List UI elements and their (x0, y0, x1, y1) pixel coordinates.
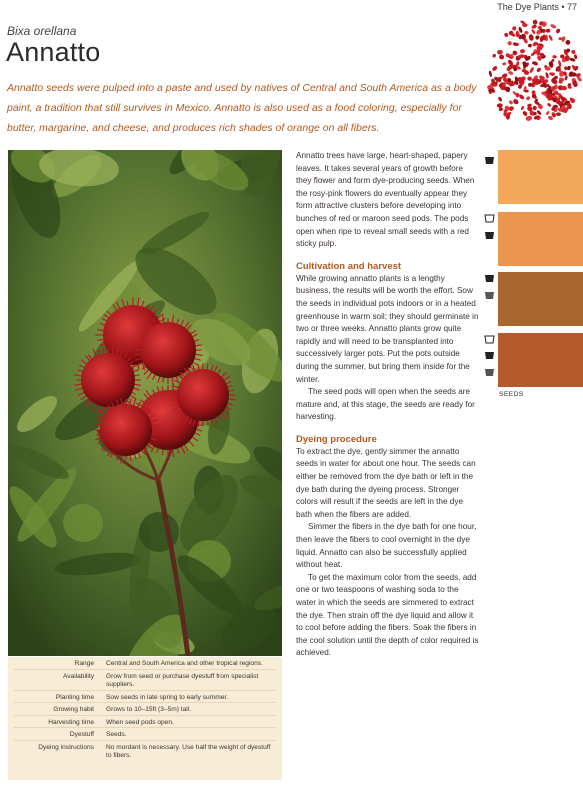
info-divider (14, 715, 276, 716)
info-divider (14, 669, 276, 670)
intro-paragraph: Annatto seeds were pulped into a paste and used by natives of Central and South America as a body paint, a tradition that still survives in Mexico. Annatto is also used as a food coloring, especially for butter, margarine, and cheese, and produces rich shades of orange on all fibers. (7, 82, 477, 134)
info-label: Availability (62, 672, 94, 680)
info-label: Dyestuff (69, 731, 94, 738)
info-row (8, 660, 282, 669)
info-value: When seed pods open. (106, 718, 174, 726)
annatto-plant-photo (8, 150, 282, 656)
dye-pot-icon (484, 368, 495, 377)
info-divider (14, 702, 276, 703)
dye-pot-icon (484, 274, 495, 283)
dyeing-heading: Dyeing procedure (296, 433, 377, 445)
dye-pot-icon (484, 214, 495, 223)
color-swatch (498, 212, 583, 266)
info-value: Sow seeds in late spring to early summer. (106, 693, 229, 701)
dye-pot-icon (484, 291, 495, 300)
info-label: Harvesting time (48, 718, 94, 726)
info-value: Grow from seed or purchase dyestuff from specialist suppliers. (106, 672, 259, 688)
plant-info-table (8, 657, 282, 780)
info-label: Growing habit (53, 706, 94, 713)
info-row (8, 731, 282, 740)
cultivation-paragraph: The seed pods will open when the seeds are mature and, at this stage, the seeds are ready for harvesting. (296, 387, 475, 422)
info-label: Range (74, 660, 94, 667)
dyeing-paragraph: To extract the dye, gently simmer the annatto seeds in water for about one hour. The seeds can either be removed from the dye bath or left in the dye bath during the dyeing process. Stronger colors will result if the seeds are left in the dye bath when the fibers are added. (296, 446, 476, 519)
info-label: Planting time (55, 693, 94, 701)
dye-pot-icon (484, 351, 495, 360)
info-row (8, 694, 282, 703)
info-divider (14, 727, 276, 728)
info-row (8, 673, 282, 690)
annatto-seeds-photo (484, 16, 583, 144)
cultivation-paragraph: While growing annatto plants is a lengthy business, the results will be worth the effort. Sow the seeds in individual pots indoors or in a heated greenhouse in warm soil; they should germinate in two or three weeks. Annatto plants grow quite rapidly and will need to be transplanted into successively larger pots. Put the pots outside during the summer, but bring them inside for the winter. (296, 273, 479, 384)
cultivation-heading: Cultivation and harvest (296, 260, 402, 272)
info-value: No mordant is necessary. Use half the weight of dyestuff to fibers. (106, 743, 271, 759)
info-row (8, 706, 282, 715)
body-text (296, 150, 480, 660)
info-row (8, 719, 282, 728)
info-row (8, 744, 282, 761)
dye-pot-icon (484, 231, 495, 240)
page-title: Annatto (6, 37, 101, 67)
color-swatch (498, 272, 583, 326)
description-paragraph: Annatto trees have large, heart-shaped, papery leaves. It takes several years of growth before they flower and form dye-producing seeds. When the rosy-pink flowers do eventually appear they form attractive clusters before developing into bunches of red or maroon seed pods. The pods open when ripe to reveal small seeds with a red sticky pulp. (296, 151, 475, 249)
dye-pot-icon (484, 156, 495, 165)
swatch-label: SEEDS (499, 391, 524, 398)
running-head: The Dye Plants • 77 (497, 2, 577, 12)
info-value: Central and South America and other tropical regions. (106, 660, 263, 667)
info-divider (14, 740, 276, 741)
dye-pot-icon (484, 335, 495, 344)
info-divider (14, 690, 276, 691)
dyeing-paragraph: Simmer the fibers in the dye bath for one hour, then leave the fibers to cool overnight in the dye liquid. Annatto can also be successfully applied without heat. (296, 522, 477, 570)
info-label: Dyeing instructions (38, 743, 94, 751)
color-swatch (498, 333, 583, 387)
latin-name: Bixa orellana (7, 24, 77, 38)
color-swatch (498, 150, 583, 204)
info-value: Seeds. (106, 731, 127, 738)
info-value: Grows to 10–15ft (3–5m) tall. (106, 706, 192, 713)
dyeing-paragraph: To get the maximum color from the seeds, add one or two teaspoons of washing soda to the water in which the seeds are simmered to extract the dye. Then strain off the dye liquid and allow it to cool before adding the fibers. Soak the fibers in the cool solution until the depth of color required is achieved. (296, 572, 479, 658)
